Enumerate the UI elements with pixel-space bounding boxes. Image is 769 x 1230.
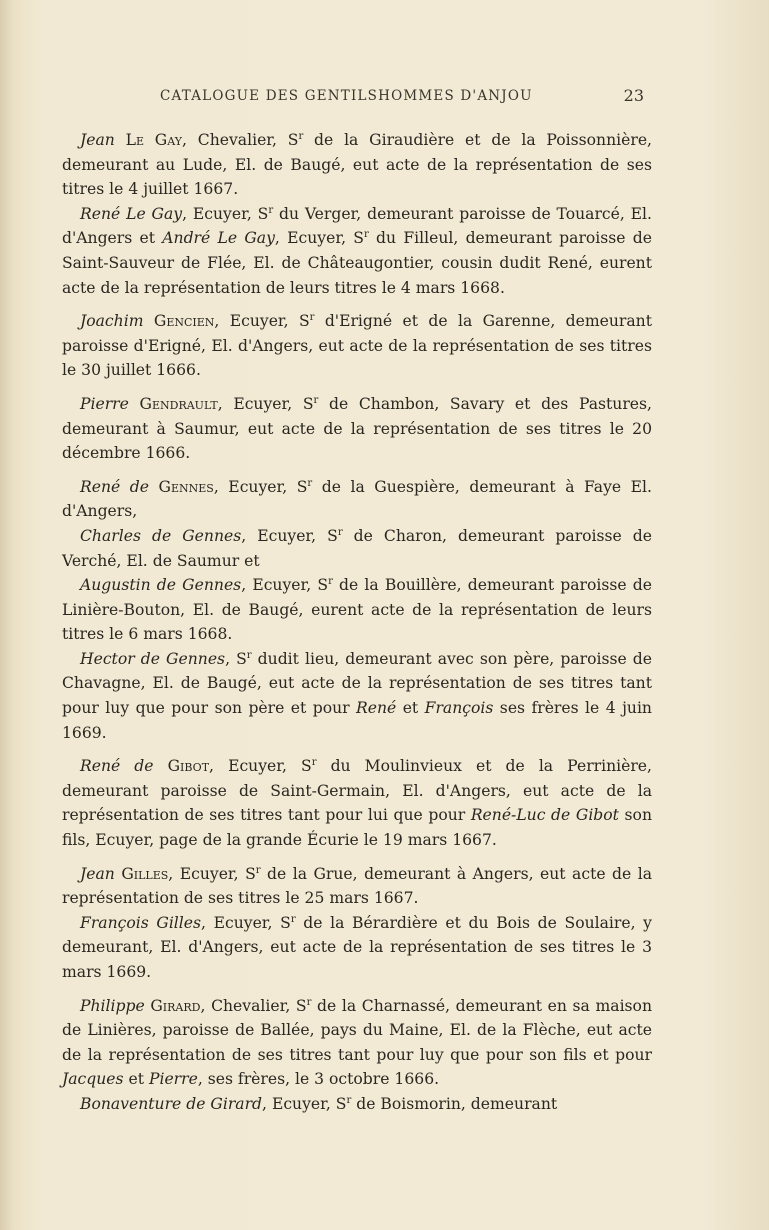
entry-gilles-francois: François Gilles, Ecuyer, $S^r$ de la Bérardière et du Bois de Soulaire, y demeurant, El. d'Angers, eut acte de la représentation de ses titres le 3 mars 1669.: [62, 913, 652, 981]
entry-girard-philippe: Philippe Girard, Chevalier, $S^r$ de la Charnassé, demeurant en sa maison de Linières, paroisse de Ballée, pays du Maine, El. de la Flèche, eut acte de la représentation de ses titres tant pour luy que pour son fils et pour Jacques et Pierre, ses frères, le 3 octobre 1666.: [62, 996, 652, 1089]
entry-le-gay-jean: Jean Le Gay, Chevalier, $S^r$ de la Giraudière et de la Poissonnière, demeurant au Lude, El. de Baugé, eut acte de la représentation de ses titres le 4 juillet 1667.: [62, 130, 653, 199]
entry-gendrault: Pierre Gendrault, Ecuyer, $S^r$ de Chambon, Savary et des Pastures, demeurant à Saumur, eut acte de la représentation de ses titres le 20 décembre 1666.: [62, 394, 652, 463]
entry-gennes-rene: René de Gennes, Ecuyer, $S^r$ de la Guespière, demeurant à Faye El. d'Angers,: [62, 477, 652, 521]
entry-gennes-augustin: Augustin de Gennes, Ecuyer, $S^r$ de la Bouillère, demeurant paroisse de Linière-Bouton, El. de Baugé, eurent acte de la représentation de leurs titres le 6 mars 1668.: [62, 575, 652, 644]
entry-gennes-charles: Charles de Gennes, Ecuyer, $S^r$ de Charon, demeurant paroisse de Verché, El. de Saumur et: [62, 526, 652, 570]
entry-le-gay-rene: René Le Gay, Ecuyer, $S^r$ du Verger, demeurant paroisse de Touarcé, El. d'Angers et André Le Gay, Ecuyer, $S^r$ du Filleul, demeurant paroisse de Saint-Sauveur de Flée, El. de Châteaugontier, cousin dudit René, eurent acte de la représentation de leurs titres le 4 mars 1668.: [62, 204, 652, 297]
body-text: [62, 128, 652, 1117]
header-title: CATALOGUE DES GENTILSHOMMES D'ANJOU: [160, 88, 533, 104]
entry-gibot: René de Gibot, Ecuyer, $S^r$ du Moulinvieux et de la Perrinière, demeurant paroisse de Saint-Germain, El. d'Angers, eut acte de la représentation de ses titres tant pour lui que pour René-Luc de Gibot son fils, Ecuyer, page de la grande Écurie le 19 mars 1667.: [62, 757, 652, 850]
page-number: 23: [623, 86, 644, 105]
entry-gencien: Joachim Gencien, Ecuyer, $S^r$ d'Erigné et de la Garenne, demeurant paroisse d'Erigné, El. d'Angers, eut acte de la représentation de ses titres le 30 juillet 1666.: [62, 311, 652, 380]
running-header: [60, 86, 652, 108]
entry-girard-bonaventure: Bonaventure de Girard, Ecuyer, $S^r$ de Boismorin, demeurant: [80, 1094, 558, 1113]
entry-gennes-hector: Hector de Gennes, $S^r$ dudit lieu, demeurant avec son père, paroisse de Chavagne, El. de Baugé, eut acte de la représentation de ses titres tant pour luy que pour son père et pour René et François ses frères le 4 juin 1669.: [62, 649, 652, 742]
entry-gilles-jean: Jean Gilles, Ecuyer, $S^r$ de la Grue, demeurant à Angers, eut acte de la représentation de ses titres le 25 mars 1667.: [62, 864, 652, 908]
